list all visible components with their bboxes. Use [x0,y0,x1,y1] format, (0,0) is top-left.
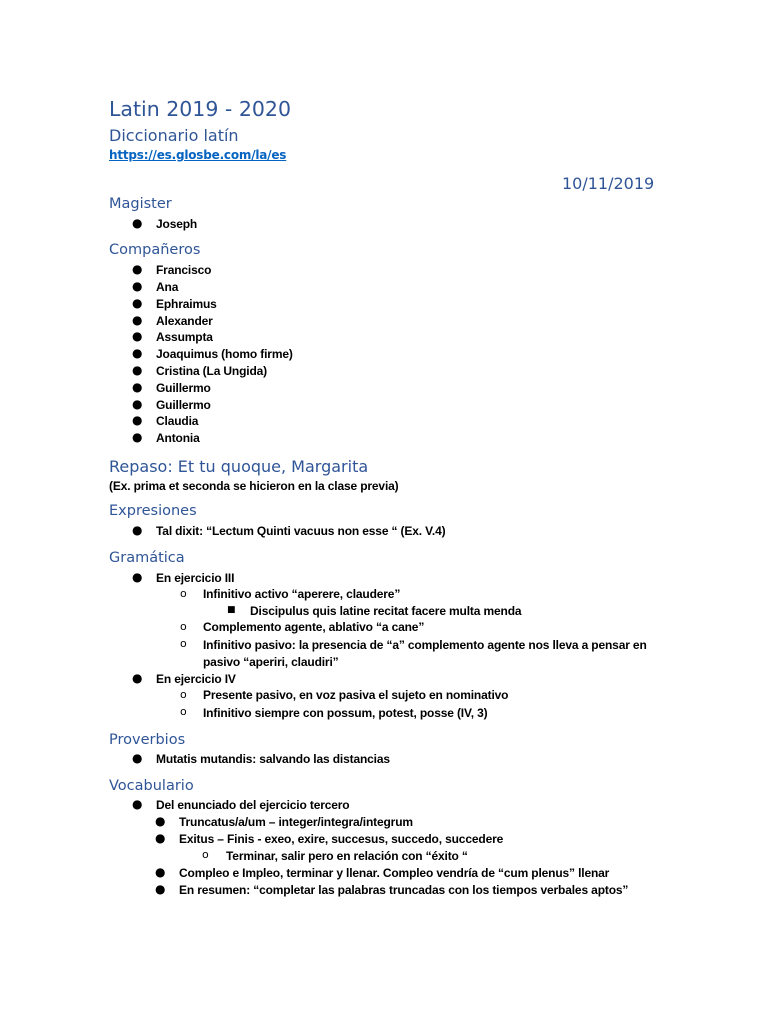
list-item: Guillermo [156,398,211,412]
circle-bullet-icon: o [180,688,187,701]
section-heading-gramatica: Gramática [109,550,185,566]
bullet-icon: ● [132,279,143,293]
list-item: Claudia [156,414,199,428]
list-item: En ejercicio IV [156,672,236,686]
bullet-icon: ● [155,831,166,845]
list-item-continuation: pasivo “aperiri, claudiri” [203,655,339,669]
dictionary-link[interactable]: https://es.glosbe.com/la/es [109,148,287,162]
bullet-icon: ● [132,313,143,327]
bullet-icon: ● [132,523,143,537]
repaso-note: (Ex. prima et seconda se hicieron en la clase previa) [109,479,399,493]
list-item: Del enunciado del ejercicio tercero [156,798,350,812]
list-item: Exitus – Finis - exeo, exire, succesus, succedo, succedere [179,832,504,846]
list-item: En resumen: “completar las palabras truncadas con los tiempos verbales aptos” [179,883,629,897]
circle-bullet-icon: o [202,848,209,861]
list-item: Discipulus quis latine recitat facere multa menda [250,604,522,618]
list-item: Antonia [156,431,200,445]
list-item: Truncatus/a/um – integer/integra/integrum [179,815,413,829]
bullet-icon: ● [132,570,143,584]
bullet-icon: ● [132,797,143,811]
list-item: Mutatis mutandis: salvando las distancias [156,752,390,766]
section-heading-magister: Magister [109,196,172,212]
circle-bullet-icon: o [180,587,187,600]
list-item: Presente pasivo, en voz pasiva el sujeto en nominativo [203,688,509,702]
bullet-icon: ● [155,865,166,879]
list-item: Joseph [156,217,198,231]
section-heading-expresiones: Expresiones [109,503,197,519]
square-bullet-icon: ■ [227,605,236,615]
list-item: Compleo e Impleo, terminar y llenar. Compleo vendría de “cum plenus” llenar [179,866,610,880]
list-item: Infinitivo pasivo: la presencia de “a” complemento agente nos lleva a pensar en [203,638,647,652]
bullet-icon: ● [132,216,143,230]
document-title: Latin 2019 - 2020 [109,97,291,121]
bullet-icon: ● [132,397,143,411]
bullet-icon: ● [132,430,143,444]
document-subtitle: Diccionario latín [109,126,239,145]
bullet-icon: ● [132,671,143,685]
bullet-icon: ● [132,380,143,394]
bullet-icon: ● [132,363,143,377]
bullet-icon: ● [132,296,143,310]
bullet-icon: ● [132,262,143,276]
bullet-icon: ● [155,814,166,828]
section-heading-vocabulario: Vocabulario [109,778,194,794]
bullet-icon: ● [132,751,143,765]
list-item: Infinitivo siempre con possum, potest, posse (IV, 3) [203,706,488,720]
section-heading-repaso: Repaso: Et tu quoque, Margarita [109,457,369,476]
circle-bullet-icon: o [180,705,187,718]
section-heading-companeros: Compañeros [109,242,201,258]
list-item: Alexander [156,314,213,328]
bullet-icon: ● [132,413,143,427]
bullet-icon: ● [132,329,143,343]
circle-bullet-icon: o [180,620,187,633]
list-item: Guillermo [156,381,211,395]
session-date: 10/11/2019 [562,174,655,193]
list-item: En ejercicio III [156,571,235,585]
list-item: Infinitivo activo “aperere, claudere” [203,587,401,601]
list-item: Francisco [156,263,212,277]
list-item: Ana [156,280,179,294]
list-item: Joaquimus (homo firme) [156,347,293,361]
list-item: Terminar, salir pero en relación con “éxito “ [226,849,468,863]
bullet-icon: ● [132,346,143,360]
list-item: Tal dixit: “Lectum Quinti vacuus non esse “ (Ex. V.4) [156,524,446,538]
circle-bullet-icon: o [180,637,187,650]
list-item: Assumpta [156,330,213,344]
list-item: Cristina (La Ungida) [156,364,268,378]
list-item: Ephraimus [156,297,217,311]
bullet-icon: ● [155,882,166,896]
list-item: Complemento agente, ablativo “a cane” [203,620,425,634]
section-heading-proverbios: Proverbios [109,732,186,748]
